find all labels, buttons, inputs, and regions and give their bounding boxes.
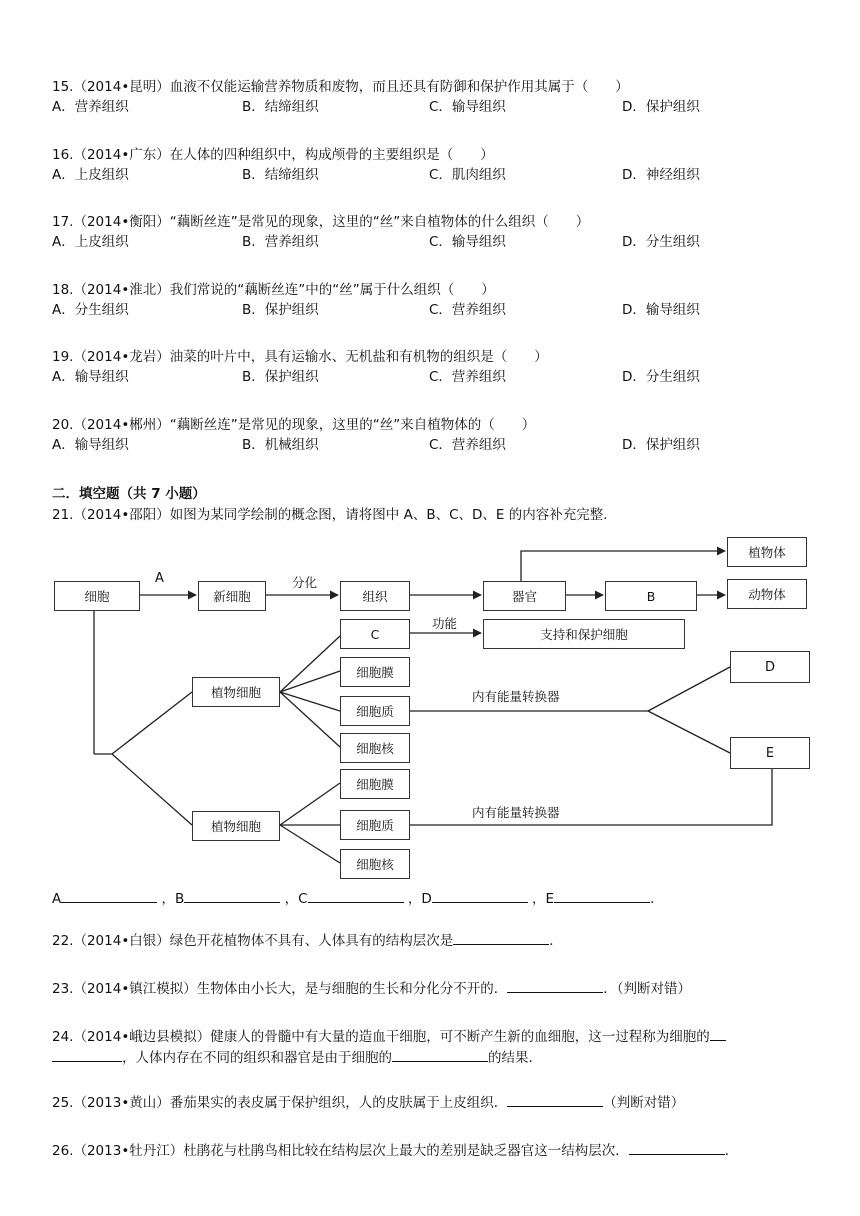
blank-24b[interactable] — [392, 1047, 488, 1062]
question-24-mid: ，人体内存在不同的组织和器官是由于细胞的 — [122, 1050, 392, 1066]
question-stem: 20.（2014•郴州）“藕断丝连”是常见的现象，这里的“丝”来自植物体的（ ） — [52, 417, 536, 433]
answer-label-E: ，E — [532, 891, 555, 907]
box-E: E — [730, 737, 810, 769]
question-21-answers — [52, 888, 664, 909]
box-nucleus-1: 细胞核 — [340, 733, 410, 763]
box-cell: 细胞 — [54, 581, 140, 611]
question-23-text: 23.（2014•镇江模拟）生物体由小长大，是与细胞的生长和分化分不开的． — [52, 981, 508, 997]
option-a: A．上皮组织 — [52, 167, 129, 183]
box-tissue: 组织 — [340, 581, 410, 611]
question-26 — [52, 1140, 738, 1161]
label-energy-converter-2: 内有能量转换器 — [472, 805, 560, 820]
label-differentiation: 分化 — [292, 575, 318, 590]
box-cytoplasm-1: 细胞质 — [340, 696, 410, 726]
question-stem: 15.（2014•昆明）血液不仅能运输营养物质和废物，而且还具有防御和保护作用其属于（ ） — [52, 79, 629, 95]
blank-D[interactable] — [432, 888, 528, 903]
box-organ: 器官 — [483, 581, 566, 611]
question-15 — [52, 77, 700, 117]
blank-23[interactable] — [507, 978, 603, 993]
box-support-protect: 支持和保护细胞 — [483, 619, 685, 649]
question-22 — [52, 930, 563, 951]
box-plant-cell-2: 植物细胞 — [192, 811, 280, 841]
option-c: C．输导组织 — [429, 234, 506, 250]
box-plant-cell-1: 植物细胞 — [192, 677, 280, 707]
diagram-lines — [52, 541, 812, 881]
option-d: D．保护组织 — [622, 99, 700, 115]
option-b: B．机械组织 — [242, 437, 319, 453]
label-A: A — [155, 571, 164, 586]
option-a: A．输导组织 — [52, 369, 129, 385]
answer-end: ． — [650, 891, 664, 907]
question-25-text: 25.（2013•黄山）番茄果实的表皮属于保护组织，人的皮肤属于上皮组织． — [52, 1095, 508, 1111]
question-22-text: 22.（2014•白银）绿色开花植物体不具有、人体具有的结构层次是 — [52, 933, 454, 949]
blank-24a[interactable] — [52, 1047, 122, 1062]
question-stem: 16.（2014•广东）在人体的四种组织中，构成颅骨的主要组织是（ ） — [52, 147, 494, 163]
question-19 — [52, 347, 700, 387]
option-d: D．分生组织 — [622, 234, 700, 250]
box-D: D — [730, 651, 810, 683]
question-16 — [52, 145, 700, 185]
question-24 — [52, 1026, 726, 1068]
blank-B[interactable] — [184, 888, 280, 903]
blank-25[interactable] — [507, 1092, 603, 1107]
section-title: 二．填空题（共 7 小题） — [52, 486, 206, 502]
option-a: A．营养组织 — [52, 99, 129, 115]
question-18 — [52, 280, 700, 320]
option-a: A．上皮组织 — [52, 234, 129, 250]
question-24-end: 的结果． — [488, 1050, 542, 1066]
box-plant-body: 植物体 — [727, 537, 807, 567]
question-22-end: ． — [549, 933, 563, 949]
option-d: D．分生组织 — [622, 369, 700, 385]
blank-26[interactable] — [629, 1140, 725, 1155]
option-b: B．结缔组织 — [242, 99, 319, 115]
box-nucleus-2: 细胞核 — [340, 849, 410, 879]
option-c: C．营养组织 — [429, 369, 506, 385]
option-b: B．保护组织 — [242, 302, 319, 318]
question-20 — [52, 415, 700, 455]
box-membrane-2: 细胞膜 — [340, 769, 410, 799]
question-26-text: 26.（2013•牡丹江）杜鹃花与杜鹃鸟相比较在结构层次上最大的差别是缺乏器官这一结构层次． — [52, 1143, 629, 1159]
option-d: D．输导组织 — [622, 302, 700, 318]
option-b: B．结缔组织 — [242, 167, 319, 183]
option-b: B．营养组织 — [242, 234, 319, 250]
question-17 — [52, 212, 700, 252]
option-c: C．营养组织 — [429, 437, 506, 453]
blank-24a-start[interactable] — [710, 1026, 726, 1041]
answer-label-D: ，D — [407, 891, 432, 907]
question-25-end: （判断对错） — [603, 1095, 685, 1111]
question-stem: 18.（2014•淮北）我们常说的“藕断丝连”中的“丝”属于什么组织（ ） — [52, 282, 495, 298]
blank-C[interactable] — [308, 888, 404, 903]
question-23-end: ．（判断对错） — [603, 981, 692, 997]
answer-label-B: ，B — [161, 891, 185, 907]
option-a: A．输导组织 — [52, 437, 129, 453]
option-d: D．神经组织 — [622, 167, 700, 183]
question-stem: 17.（2014•衡阳）“藕断丝连”是常见的现象，这里的“丝”来自植物体的什么组织（ ） — [52, 214, 590, 230]
question-23 — [52, 978, 691, 999]
question-25 — [52, 1092, 684, 1113]
box-cytoplasm-2: 细胞质 — [340, 810, 410, 840]
answer-label-A: A — [52, 891, 62, 907]
answer-label-C: ，C — [284, 891, 308, 907]
concept-diagram — [52, 541, 812, 881]
option-a: A．分生组织 — [52, 302, 129, 318]
box-animal-body: 动物体 — [727, 579, 807, 609]
box-B: B — [605, 581, 697, 611]
question-26-end: ． — [724, 1143, 739, 1159]
box-C: C — [340, 619, 410, 649]
option-b: B．保护组织 — [242, 369, 319, 385]
box-new-cell: 新细胞 — [198, 581, 266, 611]
question-24-line1: 24.（2014•峨边县模拟）健康人的骨髓中有大量的造血干细胞，可不断产生新的血细胞，这一过程称为细胞的 — [52, 1029, 710, 1045]
option-c: C．输导组织 — [429, 99, 506, 115]
option-d: D．保护组织 — [622, 437, 700, 453]
blank-A[interactable] — [61, 888, 157, 903]
blank-22[interactable] — [453, 930, 549, 945]
question-stem: 19.（2014•龙岩）油菜的叶片中，具有运输水、无机盐和有机物的组织是（ ） — [52, 349, 548, 365]
question-21-stem: 21.（2014•邵阳）如图为某同学绘制的概念图，请将图中 A、B、C、D、E 的内容补充完整． — [52, 507, 617, 523]
option-c: C．营养组织 — [429, 302, 506, 318]
blank-E[interactable] — [554, 888, 650, 903]
box-membrane-1: 细胞膜 — [340, 657, 410, 687]
option-c: C．肌肉组织 — [429, 167, 506, 183]
label-energy-converter-1: 内有能量转换器 — [472, 689, 560, 704]
label-function: 功能 — [432, 616, 458, 631]
